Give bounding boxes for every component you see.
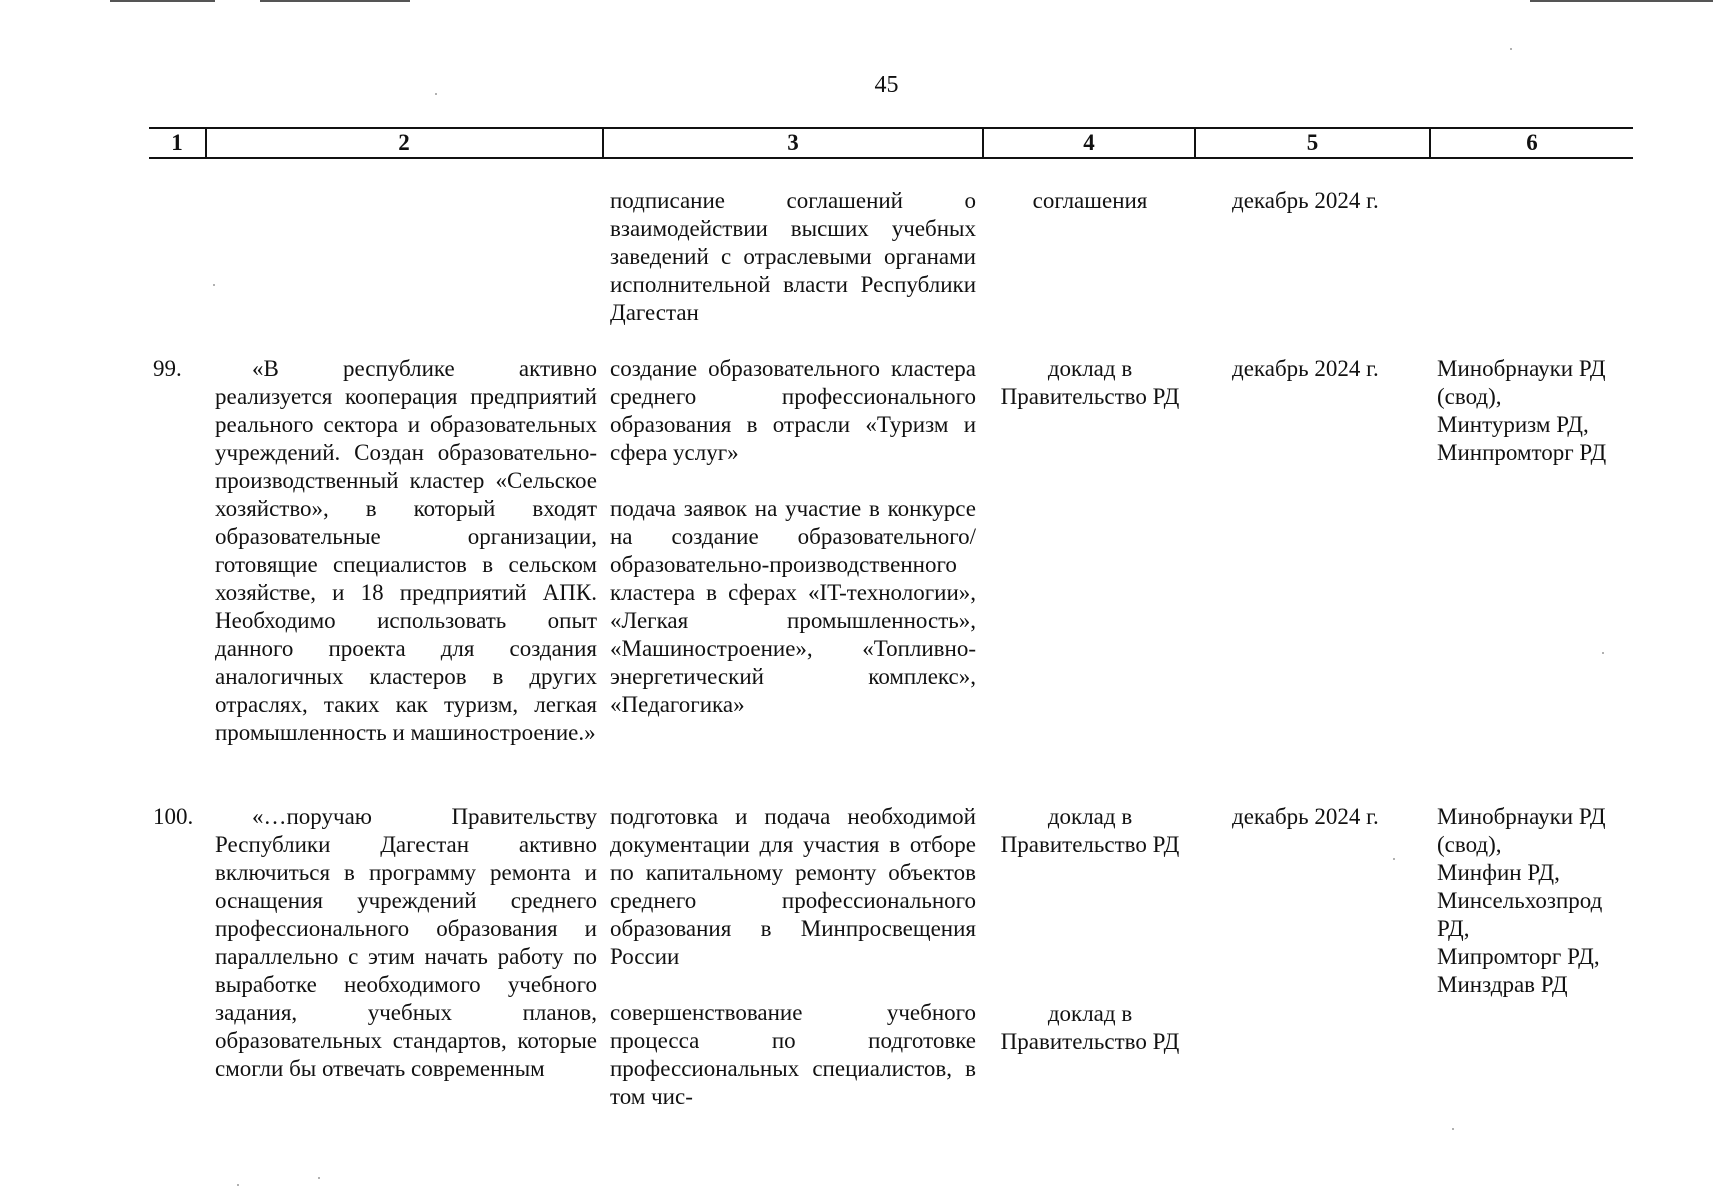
scan-speck [1510, 48, 1512, 50]
row-continued-deadline: декабрь 2024 г. [1232, 188, 1379, 213]
row-100-quote: «…поручаю Правительству Республики Дагестан активно включиться в программу ремонта и оснащения учреждений среднего профессионального образования и параллельно с этим начать работу по выработке необходимого учебного задания, учебных планов, образовательных стандартов, которые смогли бы отвечать современным [215, 804, 597, 1081]
row-100-deadline: декабрь 2024 г. [1232, 804, 1379, 829]
action-text: подписание соглашений о взаимодействии высших учебных заведений с отраслевыми органами исполнительной власти Республики Дагестан [610, 188, 976, 325]
responsible-line: (свод), [1437, 832, 1502, 857]
responsible-line: Минпромторг РД [1437, 440, 1607, 465]
row-99-quote: «В республике активно реализуется кооперация предприятий реального сектора и образовательных учреждений. Создан образовательно-производственный кластер «Сельское хозяйство», в который входят образовательные организации, готовящие специалистов в сельском хозяйстве, и 18 предприятий АПК. Необходимо использовать опыт данного проекта для создания аналогичных кластеров в других отраслях, таких как туризм, легкая промышленность и машиностроение.» [215, 356, 597, 745]
scan-edge [110, 0, 215, 2]
header-col-3: 3 [787, 130, 799, 155]
responsible-line: Мипромторг РД, [1437, 944, 1600, 969]
scan-edge [1530, 0, 1713, 2]
row-100-result-1: доклад в Правительство РД [1000, 804, 1180, 857]
scan-speck [1602, 652, 1604, 654]
header-col-2: 2 [398, 130, 410, 155]
row-100-actions [610, 803, 976, 1111]
action-text: создание образовательного кластера среднего профессионального образования в отрасли «Туризм и сфера услуг» [610, 356, 976, 465]
scan-speck [237, 1184, 239, 1186]
header-col-5: 5 [1306, 130, 1319, 155]
scan-speck [318, 1177, 320, 1179]
row-99-deadline: декабрь 2024 г. [1232, 356, 1379, 381]
page-number: 45 [874, 72, 899, 98]
scan-speck [1452, 1128, 1454, 1130]
row-99-responsible [1437, 355, 1627, 467]
action-text: совершенствование учебного процесса по подготовке профессиональных специалистов, в том чис- [610, 1000, 976, 1109]
scan-edge [260, 0, 410, 2]
responsible-line: Минздрав РД [1437, 972, 1568, 997]
row-99-number: 99. [153, 356, 182, 381]
row-continued-result: соглашения [1032, 188, 1148, 213]
responsible-line: Минфин РД, [1437, 860, 1560, 885]
scan-speck [1393, 858, 1395, 860]
header-col-6: 6 [1526, 130, 1538, 155]
row-99-actions [610, 355, 976, 719]
action-text: подача заявок на участие в конкурсе на создание образовательного/образовательно-производственного кластера в сферах «IT-технологии», «Легкая промышленность», «Машиностроение», «Топливно-энергетический комплекс», «Педагогика» [610, 496, 976, 717]
responsible-line: Минобрнауки РД [1437, 356, 1606, 381]
header-col-1: 1 [171, 130, 183, 155]
row-100-responsible [1437, 803, 1627, 999]
responsible-line: Минсельхозпрод [1437, 888, 1603, 913]
row-100-result-2: доклад в Правительство РД [1000, 1001, 1180, 1054]
responsible-line: (свод), [1437, 384, 1502, 409]
action-text: подготовка и подача необходимой документации для участия в отборе по капитальному ремонту объектов среднего профессионального образования в Минпросвещения России [610, 804, 976, 969]
responsible-line: РД, [1437, 916, 1470, 941]
scan-speck [435, 93, 437, 95]
row-100-number: 100. [153, 804, 194, 829]
table-header [149, 127, 1633, 159]
row-99-result: доклад в Правительство РД [1000, 356, 1180, 409]
responsible-line: Минтуризм РД, [1437, 412, 1589, 437]
scan-speck [213, 284, 215, 286]
header-col-4: 4 [1083, 130, 1095, 155]
responsible-line: Минобрнауки РД [1437, 804, 1606, 829]
row-continued-action [610, 187, 976, 327]
